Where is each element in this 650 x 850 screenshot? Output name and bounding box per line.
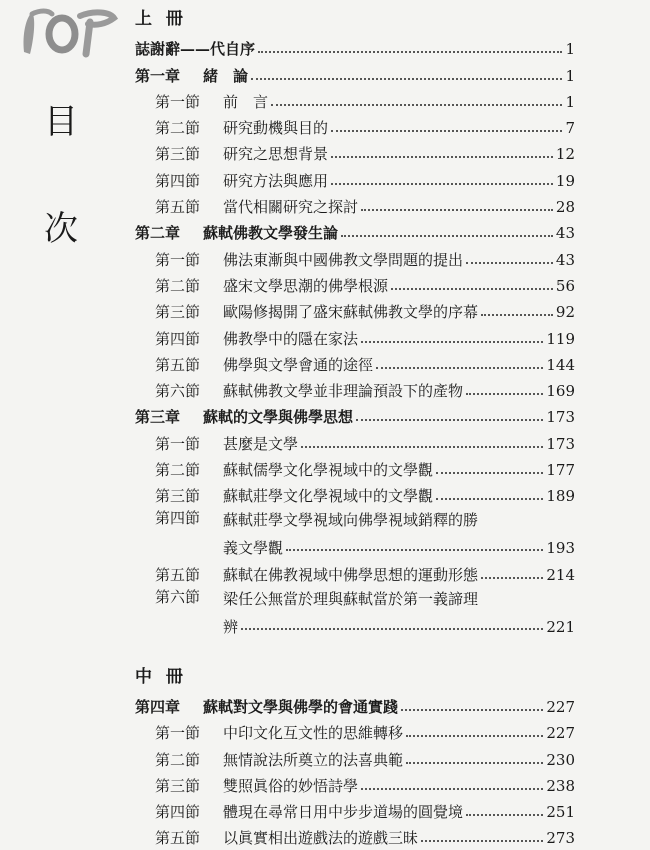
toc-entry-section[interactable]: [135, 321, 575, 347]
page-number: 1: [565, 66, 575, 85]
toc-entry-section[interactable]: [135, 269, 575, 295]
section-number: 第六節: [155, 382, 201, 401]
entry-body: [223, 509, 575, 557]
page-number: 43: [555, 250, 575, 269]
toc-entry-chapter[interactable]: [135, 58, 575, 84]
entry-title: 蘇軾佛教文學發生論: [203, 224, 339, 243]
page-number: 173: [546, 408, 575, 427]
toc-title-char-1: 目: [44, 102, 78, 142]
page-number: 227: [546, 724, 575, 743]
toc-entry-foreword[interactable]: [135, 32, 575, 58]
page-number: 1: [565, 92, 575, 111]
section-number: 第一節: [155, 92, 201, 111]
volume-heading: 中 冊: [135, 666, 187, 687]
entry-title: 研究之思想背景: [223, 145, 329, 164]
leader-dots: [436, 498, 543, 500]
entry-title: 研究動機與目的: [223, 119, 329, 138]
leader-dots: [301, 446, 543, 448]
section-number: 第三節: [155, 487, 201, 506]
entry-title: 蘇軾的文學與佛學思想: [203, 408, 354, 427]
leader-dots: [481, 577, 543, 579]
section-number: 第二節: [155, 750, 201, 769]
toc-entry-section[interactable]: [135, 190, 575, 216]
volume-heading: 上 冊: [135, 9, 187, 29]
entry-title: 中印文化互文性的思維轉移: [223, 724, 404, 743]
toc-entry-section[interactable]: [135, 557, 575, 583]
toc-entry-chapter[interactable]: [135, 216, 575, 242]
page-number: 193: [546, 539, 575, 558]
entry-title-line-1: 蘇軾莊學文學視域向佛學視域銷釋的勝: [223, 511, 479, 530]
leader-dots: [361, 788, 543, 790]
entry-title: 蘇軾莊學文化學視域中的文學觀: [223, 487, 434, 506]
section-number: 第二節: [155, 276, 201, 295]
entry-title: 前 言: [223, 92, 269, 111]
leader-dots: [331, 130, 562, 132]
table-of-contents: [135, 6, 575, 847]
toc-entry-section[interactable]: [135, 85, 575, 111]
toc-title-char-2: 次: [44, 209, 78, 249]
page-number: 177: [546, 461, 575, 480]
entry-title: 盛宋文學思潮的佛學根源: [223, 276, 389, 295]
section-number: 第一節: [155, 434, 201, 453]
toc-entry-chapter[interactable]: [135, 690, 575, 716]
entry-title-cont: 辨: [223, 617, 239, 636]
page-number: 92: [555, 303, 575, 322]
toc-entry-section[interactable]: [135, 742, 575, 768]
page-number: 189: [546, 487, 575, 506]
leader-dots: [271, 104, 562, 106]
leader-dots: [466, 262, 553, 264]
entry-title: 歐陽修揭開了盛宋蘇軾佛教文學的序幕: [223, 303, 479, 322]
toc-entry-section[interactable]: [135, 163, 575, 189]
leader-dots: [391, 288, 553, 290]
page-number: 227: [546, 697, 575, 716]
leader-dots: [251, 78, 562, 80]
section-number: 第三節: [155, 776, 201, 795]
page-number: 19: [555, 171, 575, 190]
entry-title: 蘇軾佛教文學並非理論預設下的產物: [223, 382, 464, 401]
toc-entry-section[interactable]: [135, 505, 575, 557]
page-number: 12: [555, 145, 575, 164]
page-number: 1: [565, 40, 575, 59]
section-number: 第四節: [155, 509, 201, 528]
entry-title: 蘇軾在佛教視域中佛學思想的運動形態: [223, 565, 479, 584]
entry-body: [223, 588, 575, 636]
chapter-number: 第一章: [135, 66, 181, 85]
entry-title: 佛教學中的隱在家法: [223, 329, 359, 348]
page-number: 214: [546, 565, 575, 584]
section-number: 第四節: [155, 171, 201, 190]
entry-title: 體現在尋常日用中步步道場的圓覺境: [223, 803, 464, 822]
page-number: 173: [546, 434, 575, 453]
leader-dots: [356, 419, 543, 421]
leader-dots: [436, 472, 543, 474]
toc-entry-section[interactable]: [135, 716, 575, 742]
toc-entry-section[interactable]: [135, 795, 575, 821]
toc-entry-section[interactable]: [135, 111, 575, 137]
section-number: 第三節: [155, 303, 201, 322]
section-number: 第五節: [155, 565, 201, 584]
leader-dots: [361, 209, 553, 211]
entry-title: 佛學與文學會通的途徑: [223, 355, 374, 374]
entry-title-line-2: [223, 610, 575, 636]
entry-title: 以眞實相出遊戲法的遊戲三昧: [223, 829, 419, 848]
leader-dots: [258, 51, 562, 53]
section-number: 第五節: [155, 829, 201, 848]
leader-dots: [481, 314, 553, 316]
toc-entry-section[interactable]: [135, 374, 575, 400]
entry-title: 當代相關研究之探討: [223, 198, 359, 217]
toc-entry-section[interactable]: [135, 821, 575, 847]
page-number: 7: [565, 119, 575, 138]
page-number: 169: [546, 382, 575, 401]
section-number: 第一節: [155, 250, 201, 269]
entry-title: 雙照眞俗的妙悟詩學: [223, 776, 359, 795]
page-number: 238: [546, 776, 575, 795]
page-number: 144: [546, 355, 575, 374]
toc-entry-section[interactable]: [135, 453, 575, 479]
page-number: 230: [546, 750, 575, 769]
publisher-logo-icon: [18, 4, 118, 60]
section-number: 第四節: [155, 329, 201, 348]
leader-dots: [406, 762, 543, 764]
entry-title: 蘇軾儒學文化學視域中的文學觀: [223, 461, 434, 480]
page-number: 119: [546, 329, 575, 348]
section-number: 第四節: [155, 803, 201, 822]
toc-entry-section[interactable]: [135, 479, 575, 505]
section-number: 第二節: [155, 119, 201, 138]
section-number: 第六節: [155, 587, 201, 606]
entry-title: 誌謝辭——代自序: [135, 40, 256, 59]
page-number: 251: [546, 803, 575, 822]
toc-entry-section[interactable]: [135, 426, 575, 452]
leader-dots: [331, 156, 553, 158]
leader-dots: [361, 341, 543, 343]
toc-entry-section[interactable]: [135, 769, 575, 795]
leader-dots: [466, 393, 543, 395]
leader-dots: [331, 183, 553, 185]
section-number: 第二節: [155, 461, 201, 480]
entry-title: 無情說法所奠立的法喜典範: [223, 750, 404, 769]
entry-title: 佛法東漸與中國佛教文學問題的提出: [223, 250, 464, 269]
entry-title: 研究方法與應用: [223, 171, 329, 190]
entry-title-cont: 義文學觀: [223, 539, 284, 558]
section-number: 第一節: [155, 724, 201, 743]
entry-title: 蘇軾對文學與佛學的會通實踐: [203, 697, 399, 716]
chapter-number: 第三章: [135, 408, 181, 427]
section-number: 第五節: [155, 355, 201, 374]
toc-entry-section[interactable]: [135, 137, 575, 163]
entry-title: 甚麼是文學: [223, 434, 299, 453]
chapter-number: 第四章: [135, 697, 181, 716]
toc-entry-chapter[interactable]: [135, 400, 575, 426]
leader-dots: [341, 235, 553, 237]
toc-entry-section[interactable]: [135, 348, 575, 374]
leader-dots: [376, 367, 543, 369]
page-number: 221: [546, 617, 575, 636]
entry-title-line-2: [223, 531, 575, 557]
entry-title-line-1: 梁任公無當於理與蘇軾當於第一義諦理: [223, 589, 479, 608]
page-number: 273: [546, 829, 575, 848]
entry-title: 緒 論: [203, 66, 249, 85]
toc-entry-section[interactable]: [135, 242, 575, 268]
leader-dots: [421, 840, 543, 842]
page-number: 56: [555, 276, 575, 295]
section-number: 第三節: [155, 145, 201, 164]
leader-dots: [466, 814, 543, 816]
toc-entry-section[interactable]: [135, 295, 575, 321]
toc-entry-section[interactable]: [135, 584, 575, 636]
leader-dots: [401, 709, 543, 711]
page-number: 28: [555, 198, 575, 217]
leader-dots: [286, 549, 543, 551]
leader-dots: [241, 628, 543, 630]
chapter-number: 第二章: [135, 224, 181, 243]
page-number: 43: [555, 224, 575, 243]
section-number: 第五節: [155, 198, 201, 217]
leader-dots: [406, 735, 543, 737]
